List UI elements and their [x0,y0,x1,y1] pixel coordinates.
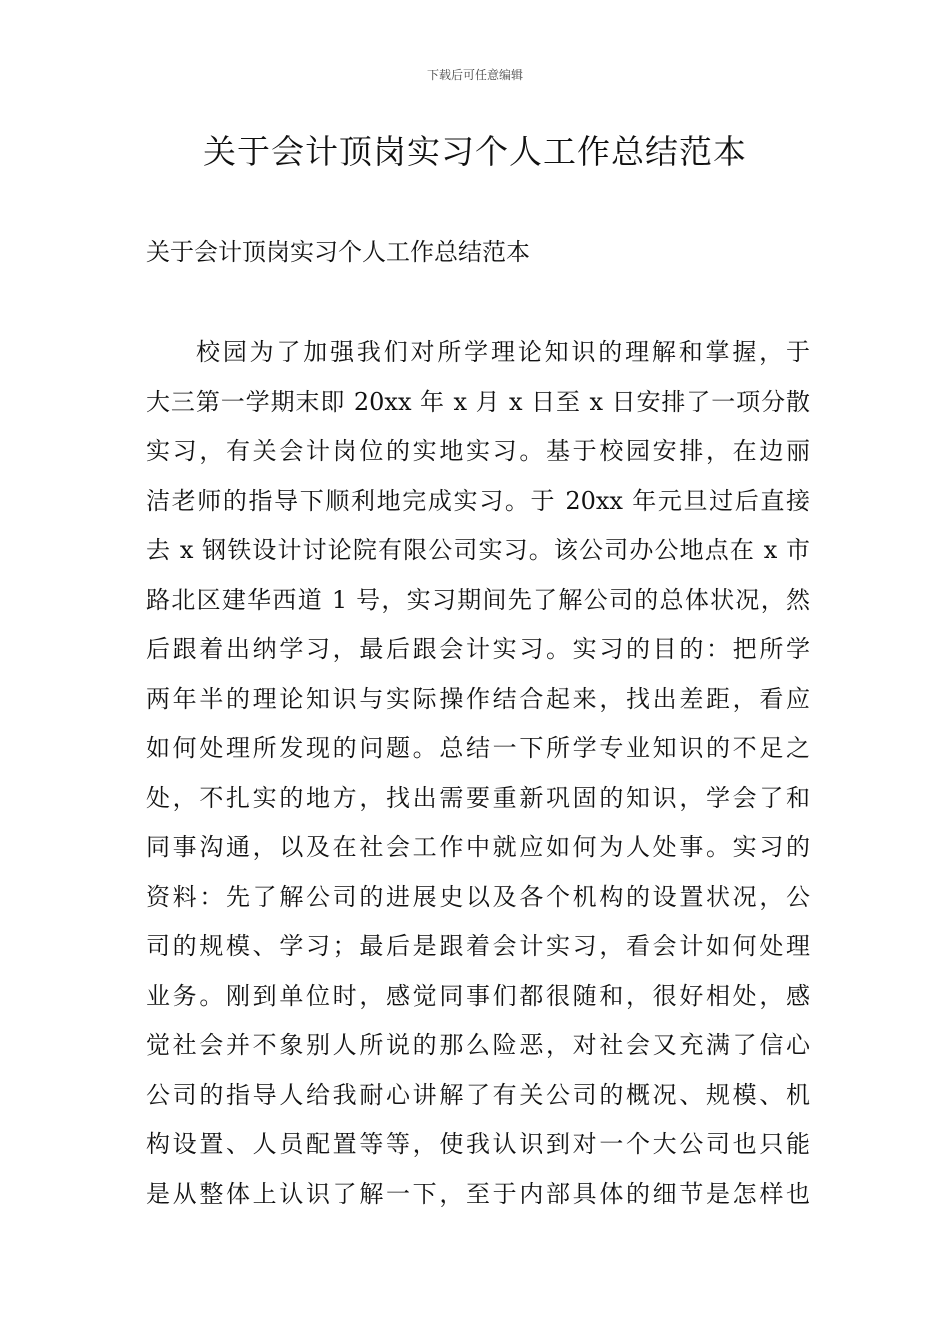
body-line: 路北区建华西道 1 号，实习期间先了解公司的总体状况，然 [146,585,810,614]
body-paragraph [146,328,810,1219]
body-line: 大三第一学期末即 20xx 年 x 月 x 日至 x 日安排了一项分散 [146,387,810,416]
body-line: 是从整体上认识了解一下，至于内部具体的细节是怎样也 [146,1179,810,1208]
body-line: 实习，有关会计岗位的实地实习。基于校园安排，在边丽 [146,437,810,465]
body-line: 两年半的理论知识与实际操作结合起来，找出差距，看应 [146,684,810,713]
body-line: 司的规模、学习；最后是跟着会计实习，看会计如何处理 [146,932,810,960]
body-line: 如何处理所发现的问题。总结一下所学专业知识的不足之 [146,734,810,762]
body-line: 同事沟通，以及在社会工作中就应如何为人处事。实习的 [146,833,810,861]
body-line: 洁老师的指导下顺利地完成实习。于 20xx 年元旦过后直接 [146,486,810,515]
body-line: 觉社会并不象别人所说的那么险恶，对社会又充满了信心 [146,1031,810,1059]
header-note: 下载后可任意编辑 [426,68,523,82]
document-subtitle: 关于会计顶岗实习个人工作总结范本 [146,238,530,266]
body-line: 处，不扎实的地方，找出需要重新巩固的知识，学会了和 [146,783,810,812]
body-line: 去 x 钢铁设计讨论院有限公司实习。该公司办公地点在 x 市 [146,536,810,564]
body-line: 业务。刚到单位时，感觉同事们都很随和，很好相处，感 [146,981,810,1010]
body-line: 校园为了加强我们对所学理论知识的理解和掌握，于 [196,338,810,366]
body-line: 资料：先了解公司的进展史以及各个机构的设置状况，公 [146,882,810,911]
body-line: 后跟着出纳学习，最后跟会计实习。实习的目的：把所学 [146,635,810,663]
page-title: 关于会计顶岗实习个人工作总结范本 [203,132,747,171]
body-line: 构设置、人员配置等等，使我认识到对一个大公司也只能 [146,1130,810,1158]
body-line: 公司的指导人给我耐心讲解了有关公司的概况、规模、机 [146,1080,810,1109]
